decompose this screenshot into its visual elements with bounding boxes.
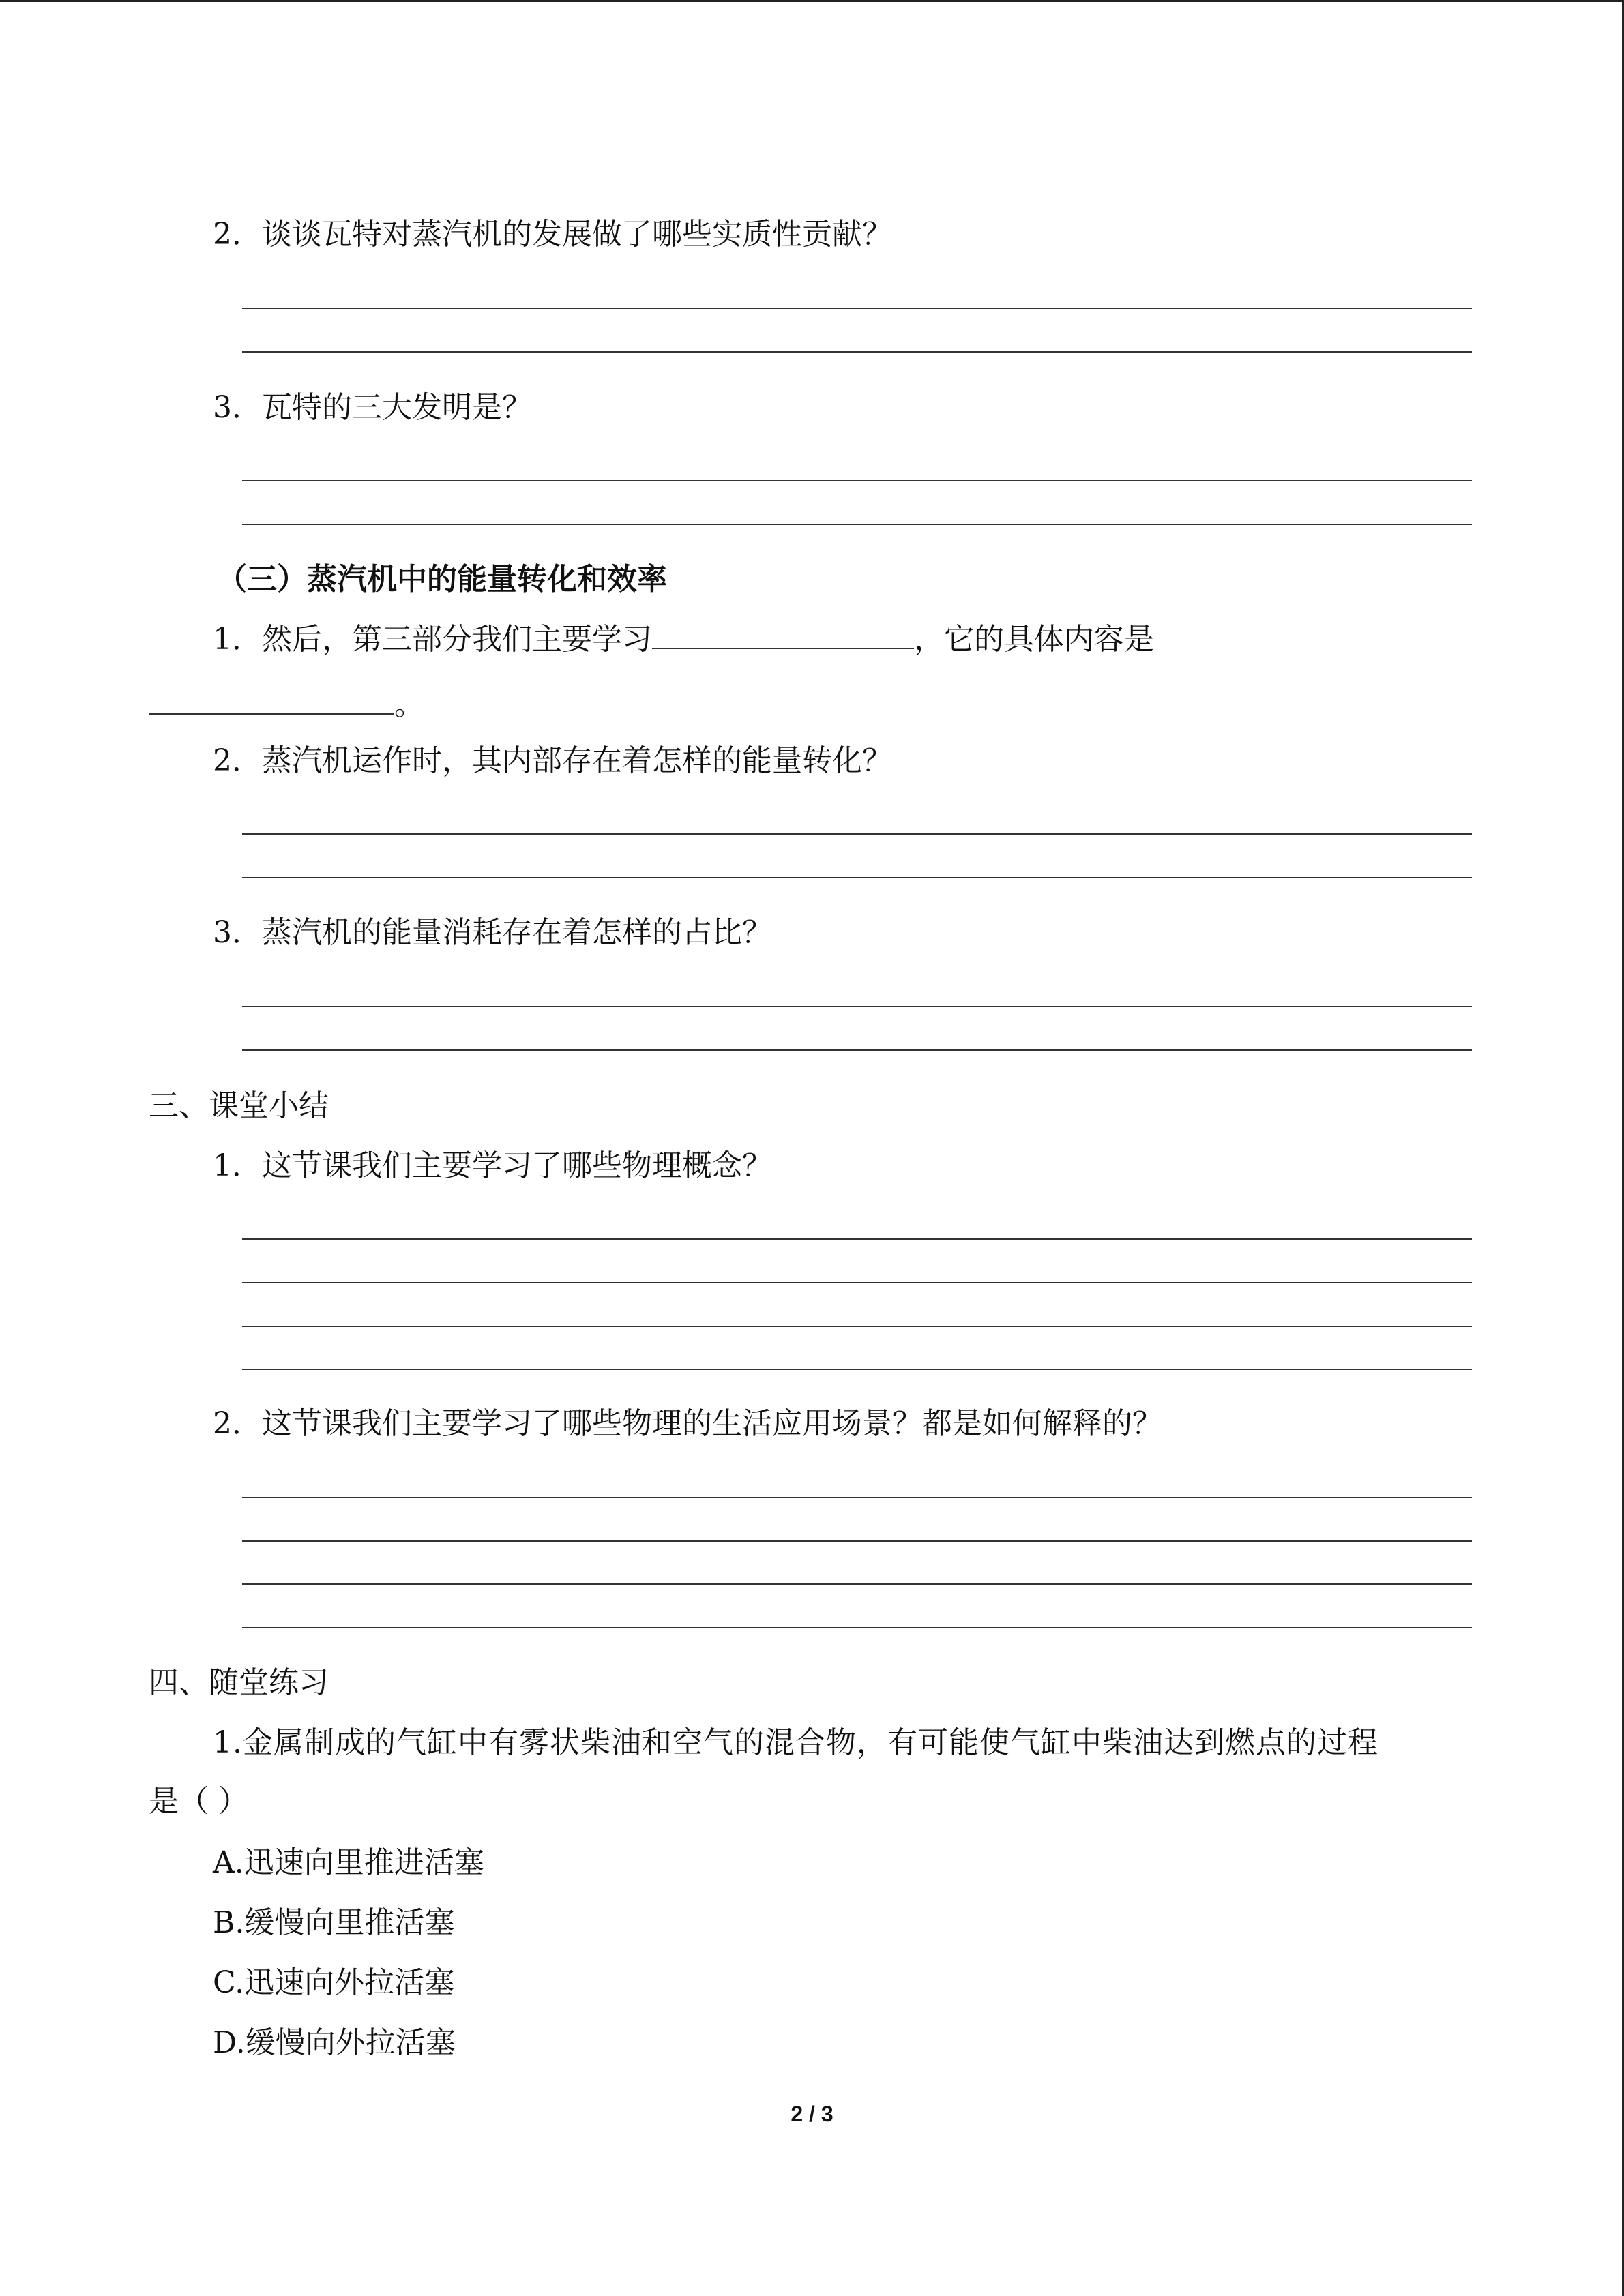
question-watt-contribution: 2．谈谈瓦特对蒸汽机的发展做了哪些实质性贡献？ bbox=[213, 217, 892, 252]
fill-blank[interactable] bbox=[149, 686, 394, 715]
answer-line[interactable] bbox=[242, 1326, 1472, 1327]
answer-line[interactable] bbox=[242, 833, 1472, 835]
question-part3-intro-cont bbox=[149, 686, 424, 724]
option-c[interactable]: C.迅速向外拉活塞 bbox=[213, 1965, 455, 2000]
answer-line[interactable] bbox=[242, 1049, 1472, 1051]
answer-line[interactable] bbox=[242, 524, 1472, 525]
answer-line[interactable] bbox=[242, 1497, 1472, 1498]
option-a[interactable]: A.迅速向里推进活塞 bbox=[213, 1845, 484, 1880]
practice-question-1: 1.金属制成的气缸中有雾状柴油和空气的混合物，有可能使气缸中柴油达到燃点的过程 bbox=[213, 1725, 1378, 1760]
answer-line[interactable] bbox=[242, 308, 1472, 309]
answer-line[interactable] bbox=[242, 1583, 1472, 1585]
question-energy-ratio: 3．蒸汽机的能量消耗存在着怎样的占比？ bbox=[213, 915, 772, 950]
question-text: 1．然后，第三部分我们主要学习 bbox=[213, 622, 652, 657]
answer-line[interactable] bbox=[242, 1369, 1472, 1370]
question-part3-intro bbox=[213, 621, 1154, 659]
fill-blank[interactable] bbox=[652, 621, 914, 649]
practice-question-1-cont: 是（ ） bbox=[149, 1784, 248, 1819]
page-number: 2 / 3 bbox=[791, 2102, 833, 2126]
answer-line[interactable] bbox=[242, 1540, 1472, 1542]
section-heading-summary: 三、课堂小结 bbox=[149, 1088, 329, 1123]
option-b[interactable]: B.缓慢向里推活塞 bbox=[213, 1905, 455, 1940]
option-d[interactable]: D.缓慢向外拉活塞 bbox=[213, 2025, 456, 2060]
answer-line[interactable] bbox=[242, 351, 1472, 353]
answer-line[interactable] bbox=[242, 1006, 1472, 1007]
question-text: ，它的具体内容是 bbox=[914, 622, 1154, 657]
section-heading-practice: 四、随堂练习 bbox=[149, 1665, 329, 1700]
question-summary-concepts: 1．这节课我们主要学习了哪些物理概念？ bbox=[213, 1148, 772, 1183]
answer-line[interactable] bbox=[242, 877, 1472, 878]
answer-line[interactable] bbox=[242, 1282, 1472, 1283]
question-text: 。 bbox=[394, 687, 424, 722]
answer-line[interactable] bbox=[242, 1627, 1472, 1628]
question-watt-inventions: 3．瓦特的三大发明是？ bbox=[213, 390, 532, 425]
section-heading-energy: （三）蒸汽机中的能量转化和效率 bbox=[217, 562, 667, 597]
answer-line[interactable] bbox=[242, 480, 1472, 481]
question-summary-applications: 2．这节课我们主要学习了哪些物理的生活应用场景？都是如何解释的？ bbox=[213, 1406, 1162, 1441]
question-energy-conversion: 2．蒸汽机运作时，其内部存在着怎样的能量转化？ bbox=[213, 743, 892, 778]
page-border-top bbox=[0, 0, 1624, 2]
answer-line[interactable] bbox=[242, 1238, 1472, 1240]
